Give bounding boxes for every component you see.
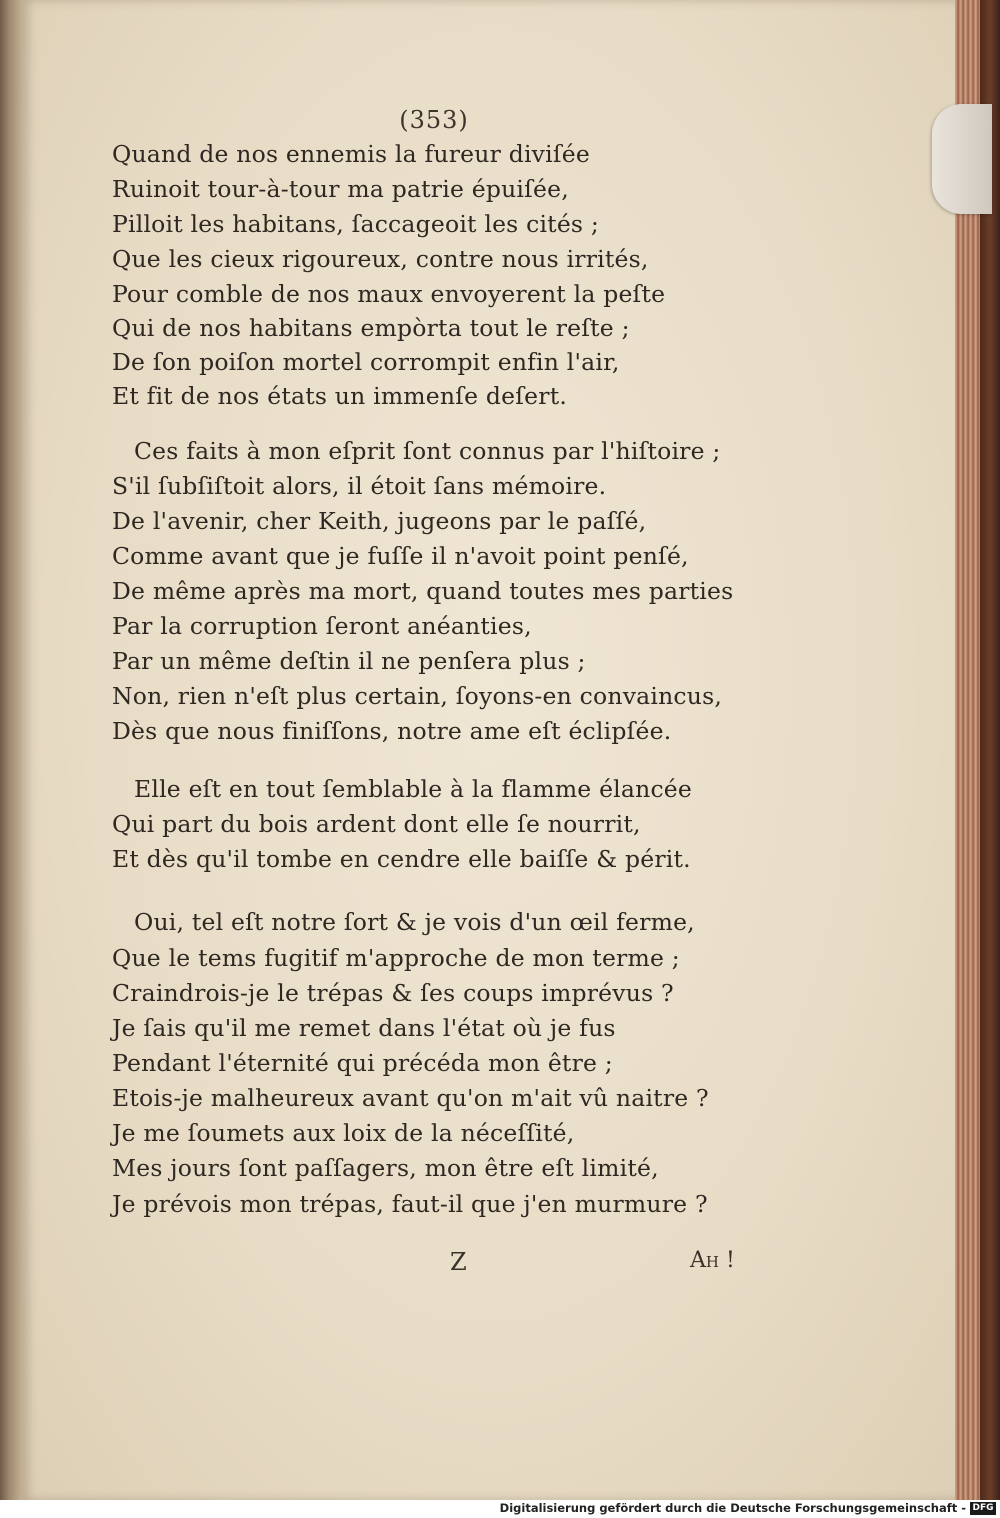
verse-line: Qui de nos habitans empòrta tout le reſte ; [112, 314, 630, 342]
page-number: (353) [399, 106, 469, 134]
verse-line: Ces faits à mon eſprit ſont connus par l'hiſtoire ; [134, 437, 721, 465]
verse-line: De l'avenir, cher Keith, jugeons par le paſſé, [112, 507, 647, 535]
verse-line: Etois-je malheureux avant qu'on m'ait vû naitre ? [112, 1084, 709, 1112]
verse-line: Que les cieux rigoureux, contre nous irrités, [112, 245, 649, 273]
verse-line: S'il ſubſiſtoit alors, il étoit ſans mémoire. [112, 472, 607, 500]
verse-line: Je ſais qu'il me remet dans l'état où je fus [112, 1014, 616, 1042]
verse-line: Qui part du bois ardent dont elle ſe nourrit, [112, 810, 641, 838]
book-cover-edge [980, 0, 1000, 1500]
verse-line: Non, rien n'eſt plus certain, ſoyons-en convaincus, [112, 682, 723, 710]
verse-line: Craindrois-je le trépas & ſes coups imprévus ? [112, 979, 674, 1007]
verse-line: Pour comble de nos maux envoyerent la peſte [112, 280, 666, 308]
left-page-edge [0, 0, 24, 1500]
verse-line: Par un même deſtin il ne penſera plus ; [112, 647, 586, 675]
verse-line: De même après ma mort, quand toutes mes parties [112, 577, 734, 605]
verse-line: Elle eſt en tout ſemblable à la flamme élancée [134, 775, 693, 803]
verse-line: Dès que nous finiſſons, notre ame eſt éclipſée. [112, 717, 672, 745]
verse-line: Et fit de nos états un immenſe deſert. [112, 382, 568, 410]
verse-line: Pilloit les habitans, ſaccageoit les cités ; [112, 210, 599, 238]
verse-line: Pendant l'éternité qui précéda mon être ; [112, 1049, 613, 1077]
verse-line: Je me ſoumets aux loix de la néceſſité, [112, 1119, 575, 1147]
footer-credit: Digitalisierung gefördert durch die Deutsche Forschungsgemeinschaft - [499, 1501, 966, 1515]
verse-line: Je prévois mon trépas, faut-il que j'en murmure ? [112, 1190, 708, 1218]
verse-line: Mes jours ſont paſſagers, mon être eſt limité, [112, 1154, 659, 1182]
signature-mark: Z [450, 1248, 467, 1276]
page-clip [932, 104, 992, 214]
verse-line: De ſon poiſon mortel corrompit enfin l'air, [112, 348, 620, 376]
dfg-logo: DFG [970, 1502, 996, 1515]
verse-line: Et dès qu'il tombe en cendre elle baiſſe & périt. [112, 845, 691, 873]
catchword: Ah ! [690, 1248, 735, 1273]
verse-line: Par la corruption ſeront anéanties, [112, 612, 532, 640]
verse-line: Ruinoit tour-à-tour ma patrie épuiſée, [112, 175, 569, 203]
page-stack-edge [955, 0, 983, 1500]
verse-line: Que le tems fugitif m'approche de mon terme ; [112, 944, 680, 972]
verse-line: Comme avant que je fuſſe il n'avoit point penſé, [112, 542, 689, 570]
verse-line: Quand de nos ennemis la fureur diviſée [112, 140, 590, 168]
verse-line: Oui, tel eſt notre ſort & je vois d'un œil ferme, [134, 908, 695, 936]
